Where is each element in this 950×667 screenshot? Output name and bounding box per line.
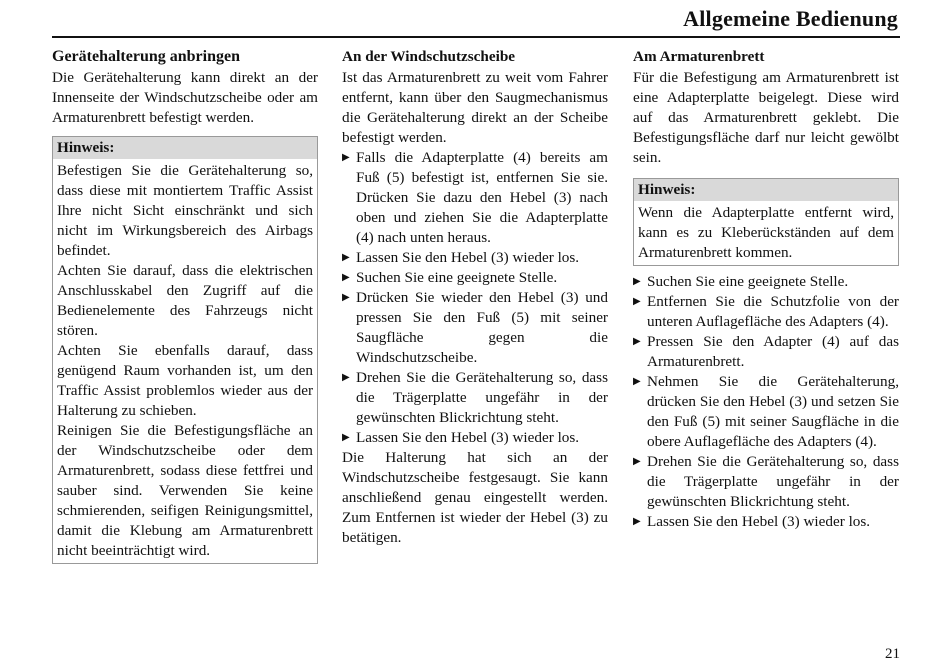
step-item: [342, 288, 608, 368]
step-item: [342, 268, 608, 288]
step-text: Suchen Sie eine geeignete Stelle.: [647, 273, 849, 290]
note-paragraph: Reinigen Sie die Befestigungsfläche an der Windschutzscheibe oder dem Armaturenbrett, sodass diese fettfrei und sauber sind. Verwenden Sie keine schmierenden, seifigen Reinigungsmittel, damit die Klebung am Armaturenbrett nicht beeinträchtigt wird.: [57, 422, 313, 559]
step-item: [342, 368, 608, 428]
step-text: Lassen Sie den Hebel (3) wieder los.: [356, 429, 580, 446]
subsection-heading: Am Armaturenbrett: [633, 48, 765, 65]
step-item: [342, 248, 608, 268]
step-text: Drücken Sie wieder den Hebel (3) und pressen Sie den Fuß (5) mit seiner Saugfläche gegen die Windschutzscheibe.: [356, 289, 608, 366]
header-rule: [52, 36, 900, 38]
step-item: [342, 148, 608, 248]
triangle-bullet-icon: ▶: [342, 152, 350, 163]
page-header-title: Allgemeine Bedienung: [683, 6, 898, 31]
step-text: Drehen Sie die Gerätehalterung so, dass die Trägerplatte ungefähr in der gewünschten Blickrichtung steht.: [356, 369, 608, 426]
note-label: Hinweis:: [634, 179, 898, 201]
triangle-bullet-icon: ▶: [633, 456, 641, 467]
note-paragraph: Befestigen Sie die Gerätehalterung so, dass diese mit montiertem Traffic Assist Ihre nicht Sicht einschränkt und sich nicht im Wirkungsbereich des Airbags befindet.: [57, 162, 313, 259]
step-item: [633, 292, 899, 332]
intro-paragraph: Ist das Armaturenbrett zu weit vom Fahrer entfernt, kann über den Saugmechanismus die Gerätehalterung direkt an der Scheibe befestigt werden.: [342, 69, 608, 146]
step-text: Nehmen Sie die Gerätehalterung, drücken Sie den Hebel (3) und setzen Sie den Fuß (5) mit seiner Saugfläche in die obere Auflagefläche des Adapters (4).: [647, 373, 899, 450]
column-1: [52, 46, 318, 564]
note-box: [52, 136, 318, 564]
note-body: [634, 201, 898, 265]
column-2: [342, 46, 608, 548]
column-3: [633, 46, 899, 532]
step-list: [633, 272, 899, 532]
note-box: [633, 178, 899, 266]
note-paragraph: Achten Sie darauf, dass die elektrischen Anschlusskabel den Zugriff auf die Bedienelemente des Fahrzeugs nicht stören.: [57, 262, 313, 339]
step-item: [633, 372, 899, 452]
intro-paragraph: Die Gerätehalterung kann direkt an der Innenseite der Windschutzscheibe oder am Armaturenbrett befestigt werden.: [52, 69, 318, 126]
step-text: Suchen Sie eine geeignete Stelle.: [356, 269, 558, 286]
note-body: [53, 159, 317, 563]
outro-paragraph: Die Halterung hat sich an der Windschutzscheibe festgesaugt. Sie kann anschließend genau eingestellt werden. Zum Entfernen ist wieder der Hebel (3) zu betätigen.: [342, 449, 608, 546]
subsection-heading: An der Windschutzscheibe: [342, 48, 516, 65]
triangle-bullet-icon: ▶: [342, 252, 350, 263]
triangle-bullet-icon: ▶: [342, 272, 350, 283]
triangle-bullet-icon: ▶: [342, 292, 350, 303]
triangle-bullet-icon: ▶: [633, 276, 641, 287]
triangle-bullet-icon: ▶: [342, 372, 350, 383]
note-paragraph: Achten Sie ebenfalls darauf, dass genügend Raum vorhanden ist, um den Traffic Assist problemlos wieder aus der Halterung zu schieben.: [57, 342, 313, 419]
triangle-bullet-icon: ▶: [633, 376, 641, 387]
triangle-bullet-icon: ▶: [342, 432, 350, 443]
triangle-bullet-icon: ▶: [633, 296, 641, 307]
section-heading: Gerätehalterung anbringen: [52, 48, 240, 65]
step-text: Lassen Sie den Hebel (3) wieder los.: [356, 249, 580, 266]
step-text: Falls die Adapterplatte (4) bereits am Fuß (5) befestigt ist, entfernen Sie sie. Drücken Sie dazu den Hebel (3) nach oben und ziehen Sie die Adapterplatte (4) nach unten heraus.: [356, 149, 608, 246]
step-text: Lassen Sie den Hebel (3) wieder los.: [647, 513, 871, 530]
intro-paragraph: Für die Befestigung am Armaturenbrett ist eine Adapterplatte beigelegt. Diese wird auf das Armaturenbrett geklebt. Die Befestigungsfläche darf nur leicht gewölbt sein.: [633, 69, 899, 166]
step-item: [633, 512, 899, 532]
note-label: Hinweis:: [53, 137, 317, 159]
step-item: [633, 272, 899, 292]
step-list: [342, 148, 608, 448]
step-text: Entfernen Sie die Schutzfolie von der unteren Auflagefläche des Adapters (4).: [647, 293, 899, 330]
step-item: [633, 332, 899, 372]
step-text: Drehen Sie die Gerätehalterung so, dass die Trägerplatte ungefähr in der gewünschten Blickrichtung steht.: [647, 453, 899, 510]
step-text: Pressen Sie den Adapter (4) auf das Armaturenbrett.: [647, 333, 899, 370]
triangle-bullet-icon: ▶: [633, 516, 641, 527]
step-item: [633, 452, 899, 512]
triangle-bullet-icon: ▶: [633, 336, 641, 347]
page-number: 21: [885, 646, 900, 662]
note-paragraph: Wenn die Adapterplatte entfernt wird, kann es zu Kleberückständen auf dem Armaturenbrett kommen.: [638, 204, 894, 261]
step-item: [342, 428, 608, 448]
